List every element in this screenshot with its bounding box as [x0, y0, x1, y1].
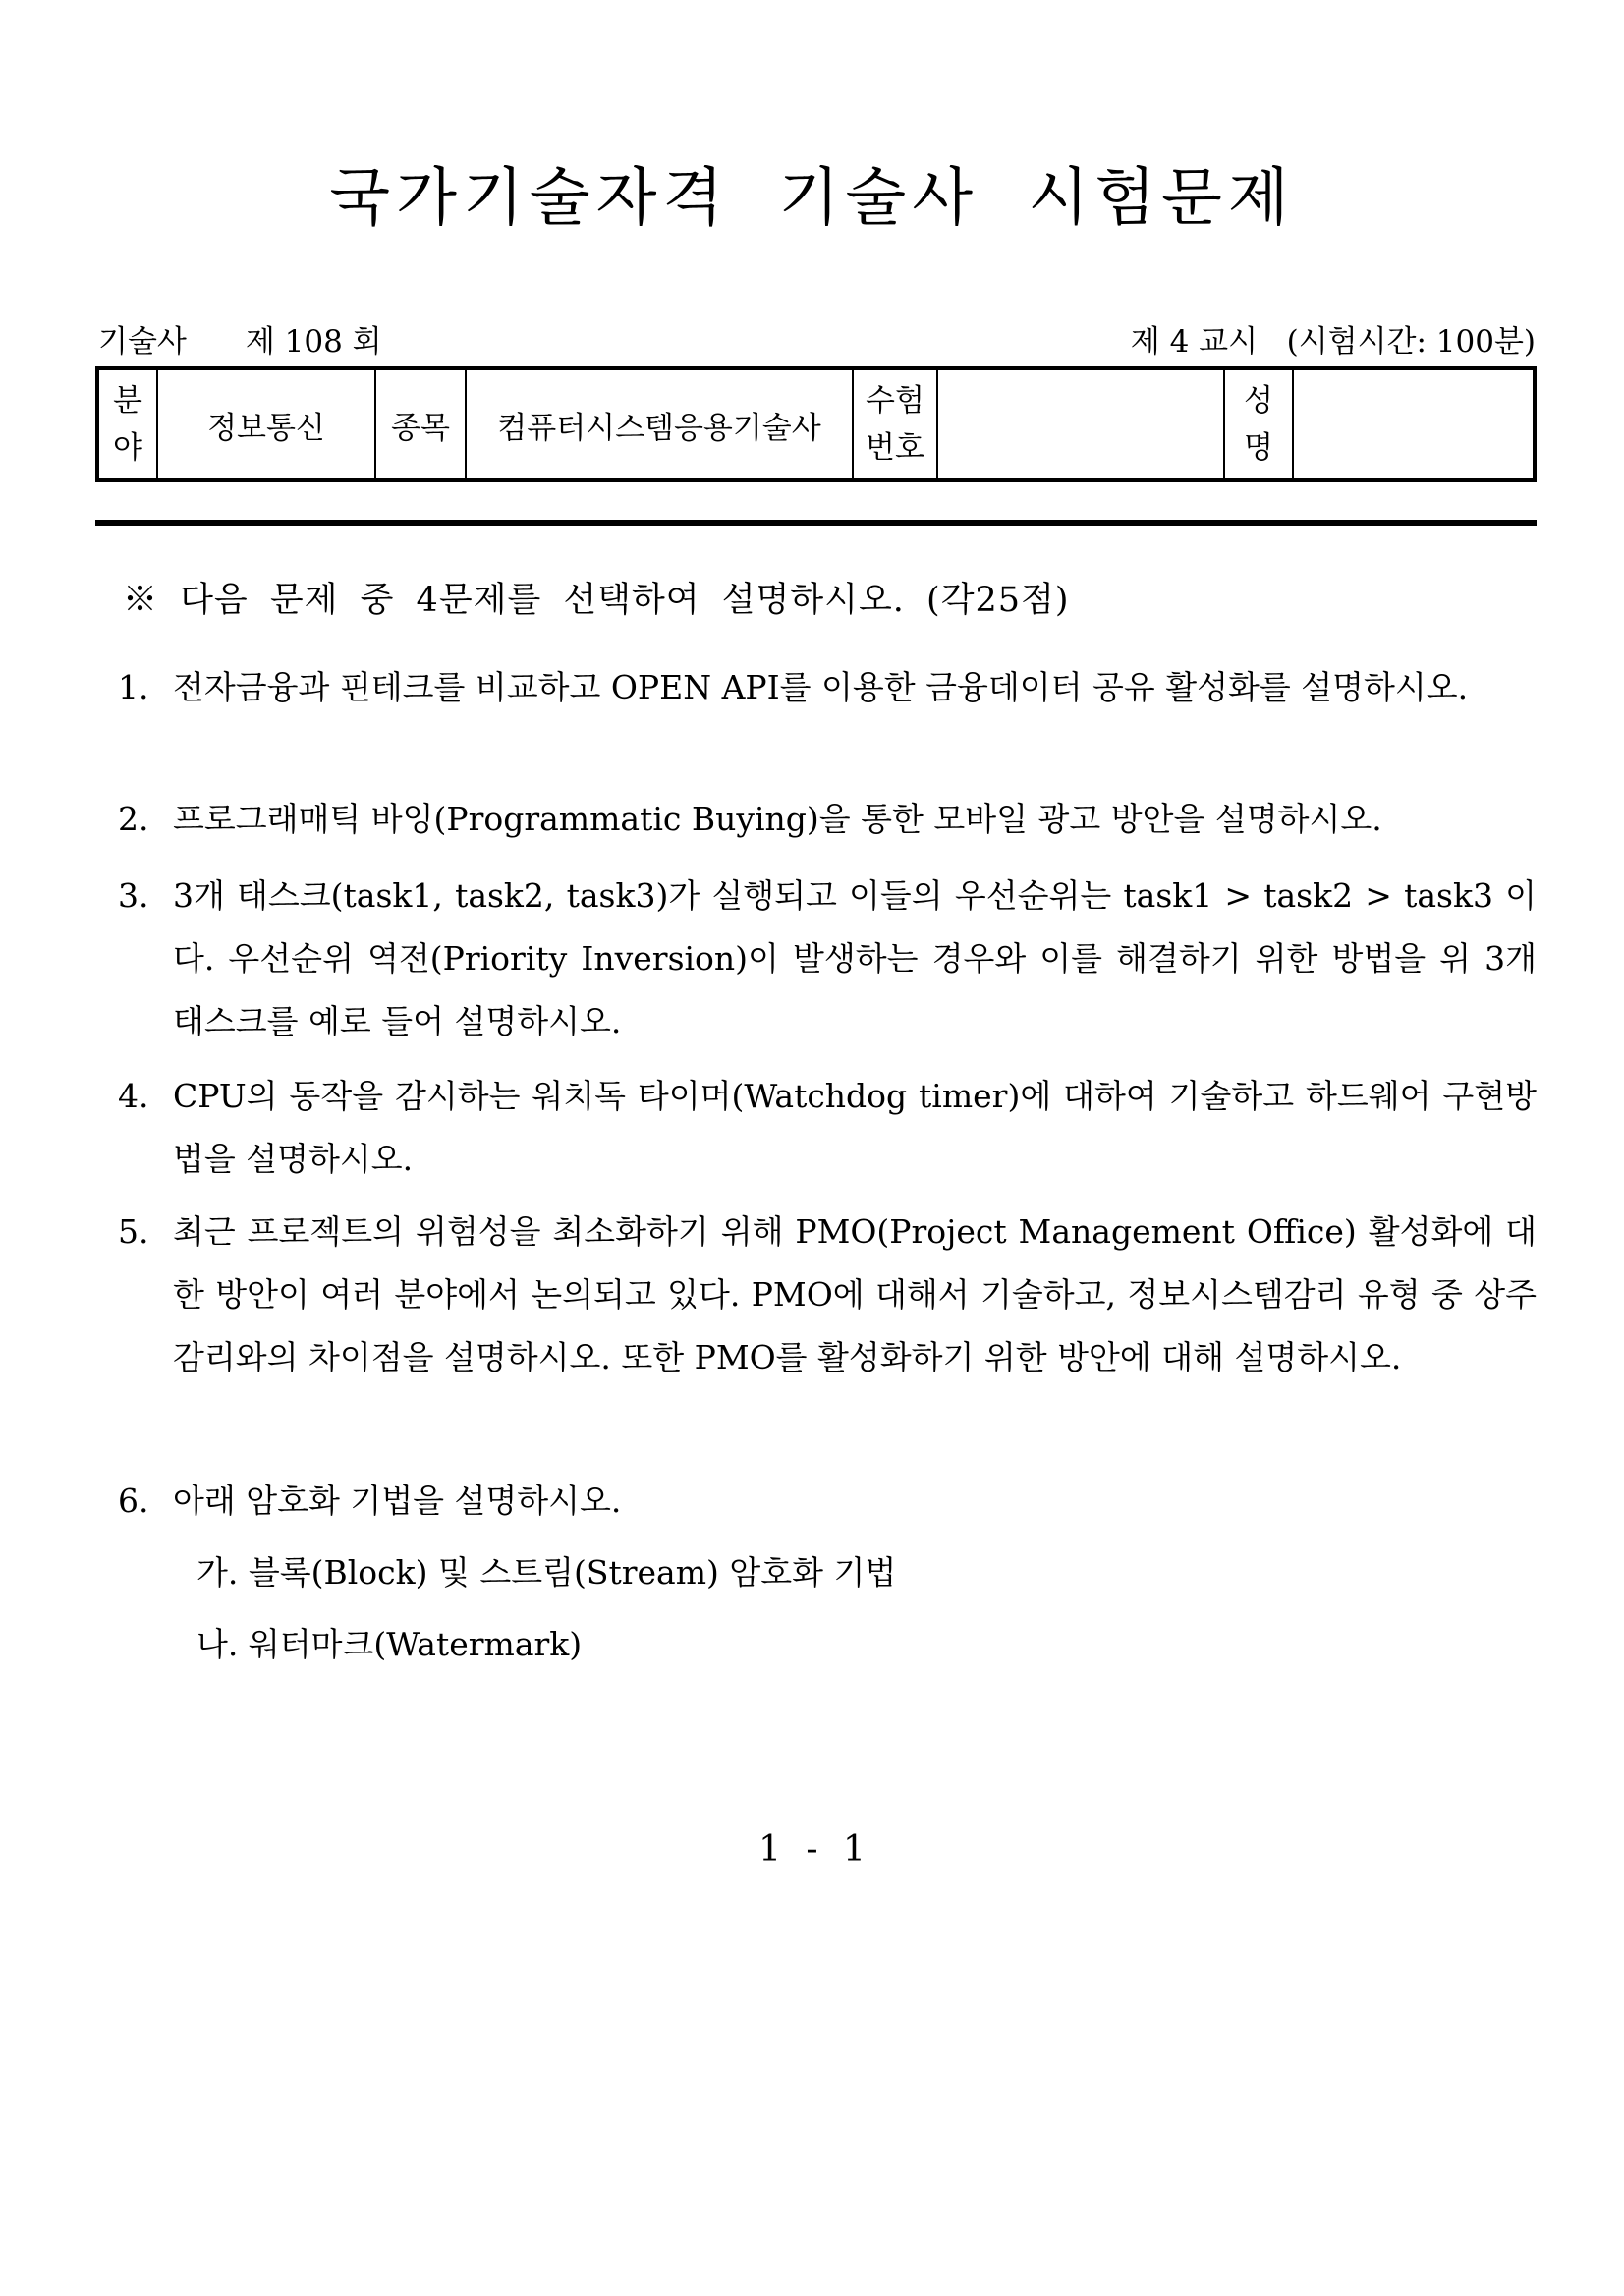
question-item: 6. 아래 암호화 기법을 설명하시오. — [118, 1470, 1537, 1533]
field-label: 분 야 — [97, 368, 157, 480]
name-field[interactable] — [1293, 368, 1535, 480]
name-label: 성 명 — [1224, 368, 1293, 480]
duration-label: (시험시간: 100분) — [1286, 324, 1536, 360]
exam-round — [98, 316, 382, 361]
question-item: 1. 전자금융과 핀테크를 비교하고 OPEN API를 이용한 금융데이터 공유 활성화를 설명하시오. — [118, 656, 1537, 719]
item-label: 종목 — [375, 368, 466, 480]
grade-label: 기술사 — [98, 324, 187, 360]
exam-number-label: 수험 번호 — [853, 368, 937, 480]
sub-item: 나. 워터마크(Watermark) — [196, 1625, 583, 1663]
page-number: 1 - 1 — [758, 1829, 866, 1870]
question-item: 3. 3개 태스크(task1, task2, task3)가 실행되고 이들의 우선순위는 task1 > task2 > task3 이다. 우선순위 역전(Priority Inversion)이 발생하는 경우와 이를 해결하기 위한 방법을 위 3개 태스크를 예로 들어 설명하시오. — [118, 865, 1537, 1053]
exam-session — [1131, 316, 1536, 361]
exam-info-table — [95, 366, 1537, 482]
question-text: 프로그래매틱 바잉(Programmatic Buying)을 통한 모바일 광고 방안을 설명하시오. — [173, 800, 1382, 838]
exam-number-field[interactable] — [937, 368, 1224, 480]
exam-header — [98, 316, 1536, 362]
question-text: CPU의 동작을 감시하는 워치독 타이머(Watchdog timer)에 대하여 기술하고 하드웨어 구현방법을 설명하시오. — [173, 1077, 1537, 1178]
question-item: 2. 프로그래매틱 바잉(Programmatic Buying)을 통한 모바일 광고 방안을 설명하시오. — [118, 788, 1537, 851]
page-title: 국가기술자격 기술사 시험문제 — [329, 162, 1295, 235]
item-value: 컴퓨터시스템응용기술사 — [466, 368, 853, 480]
field-value: 정보통신 — [157, 368, 375, 480]
round-label: 제 108 회 — [245, 324, 382, 360]
question-item: 4. CPU의 동작을 감시하는 워치독 타이머(Watchdog timer)에 대하여 기술하고 하드웨어 구현방법을 설명하시오. — [118, 1065, 1537, 1191]
question-text: 3개 태스크(task1, task2, task3)가 실행되고 이들의 우선순위는 task1 > task2 > task3 이다. 우선순위 역전(Priority Inversion)이 발생하는 경우와 이를 해결하기 위한 방법을 위 3개 태스크를 예로 들어 설명하시오. — [173, 876, 1537, 1040]
question-text: 최근 프로젝트의 위험성을 최소화하기 위해 PMO(Project Management Office) 활성화에 대한 방안이 여러 분야에서 논의되고 있다. PMO에 대해서 기술하고, 정보시스템감리 유형 중 상주감리와의 차이점을 설명하시오. 또한 PMO를 활성화하기 위한 방안에 대해 설명하시오. — [173, 1212, 1537, 1376]
session-label: 제 4 교시 — [1130, 324, 1259, 360]
question-text: 전자금융과 핀테크를 비교하고 OPEN API를 이용한 금융데이터 공유 활성화를 설명하시오. — [173, 668, 1469, 706]
question-item: 5. 최근 프로젝트의 위험성을 최소화하기 위해 PMO(Project Management Office) 활성화에 대한 방안이 여러 분야에서 논의되고 있다. PMO에 대해서 기술하고, 정보시스템감리 유형 중 상주감리와의 차이점을 설명하시오. 또한 PMO를 활성화하기 위한 방안에 대해 설명하시오. — [118, 1201, 1537, 1389]
divider — [95, 520, 1537, 526]
sub-item: 가. 블록(Block) 및 스트림(Stream) 암호화 기법 — [196, 1553, 897, 1592]
question-text: 아래 암호화 기법을 설명하시오. — [173, 1482, 622, 1520]
instruction: ※ 다음 문제 중 4문제를 선택하여 설명하시오. (각25점) — [123, 581, 1070, 620]
